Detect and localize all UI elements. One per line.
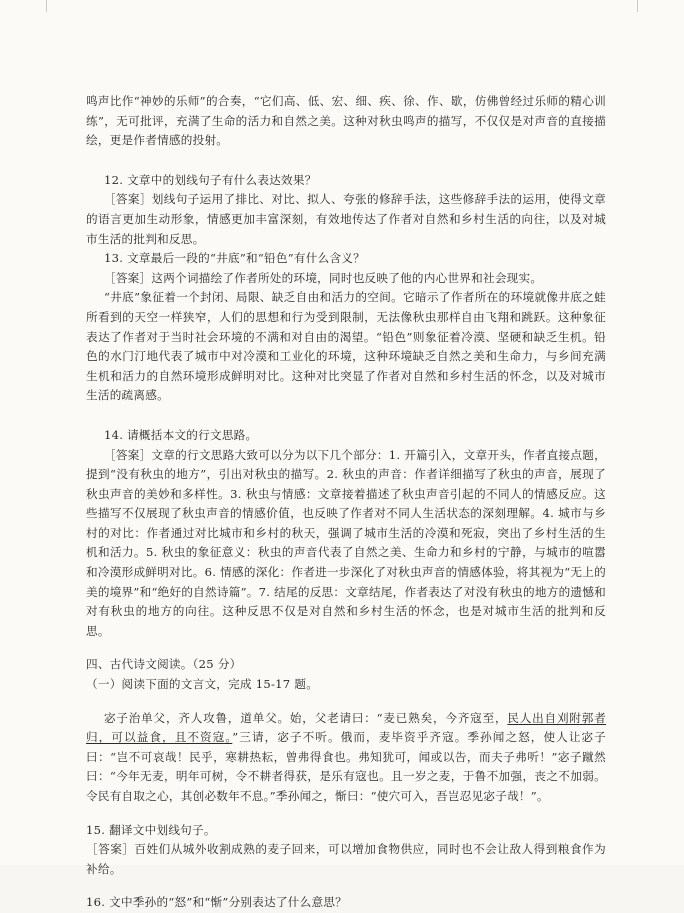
classical-text: [86, 709, 606, 807]
crop-mark: [28, 0, 47, 12]
answer-13: ［答案］这两个词描绘了作者所处的环境，同时也反映了他的内心世界和社会现实。: [103, 270, 543, 285]
classical-text-rest: ”三请，宓子不听。俄而，麦毕资乎齐寇。季孙闻之怒，使人让宓子曰：“岂不可哀哉！民乎，寒耕热耘，曾弗得食也。弗知犹可，闻或以告，而夫子弗听！”宓子蹴然曰：“今年无麦，明年可树，令不耕者得获，是乐有寇也。且一岁之麦，于鲁不加强，丧之不加弱。令民有自取之心，其创必数年不息。”季孙闻之，惭曰：“使穴可入，吾岂忍见宓子哉！”。: [86, 730, 607, 803]
question-15: 15. 翻译文中划线句子。: [86, 822, 216, 837]
crop-mark: [637, 0, 656, 12]
answer-15: ［答案］百姓们从城外收割成熟的麦子回来，可以增加食物供应，同时也不会让敌人得到粮食作为补给。: [86, 842, 606, 876]
question-12: 12. 文章中的划线句子有什么表达效果？: [103, 172, 317, 187]
section-4-heading: 四、古代诗文阅读。（25 分）: [86, 657, 242, 672]
document-body: [86, 92, 606, 913]
question-14: 14. 请概括本文的行文思路。: [103, 427, 258, 442]
answer-12: ［答案］划线句子运用了排比、对比、拟人、夸张的修辞手法，这些修辞手法的运用，使得文章的语言更加生动形象，情感更加丰富深刻，有效地传达了作者对自然和乡村生活的向往，以及对城市生活的批判和反思。: [86, 192, 606, 246]
underlined-sentence: 民人出自刈附郭者归，可以益食，且不资寇。: [86, 710, 606, 745]
question-13: 13. 文章最后一段的“井底”和“铅色”有什么含义？: [103, 251, 365, 266]
classical-text-start: 宓子治单父，齐人攻鲁，道单父。始，父老请曰：“麦已熟矣，今齐寇至，: [103, 710, 508, 725]
answer-14: ［答案］文章的行文思路大致可以分为以下几个部分：1. 开篇引入，文章开头，作者直接点题，提到“没有秋虫的地方”，引出对秋虫的描写。2. 秋虫的声音：作者详细描写了秋虫的声音，展现了秋虫声音的美妙和多样性。3. 秋虫与情感：文章接着描述了秋虫声音引起的不同人的情感反应。这些描写不仅展现了秋虫声音的情感价值，也反映了作者对不同人生活状态的深刻理解。4. 城市与乡村的对比：作者通过对比城市和乡村的秋天，强调了城市生活的冷漠和死寂，突出了乡村生活的生机和活力。5. 秋虫的象征意义：秋虫的声音代表了自然之美、生命力和乡村的宁静，与城市的喧嚣和冷漠形成鲜明对比。6. 情感的深化：作者进一步深化了对秋虫声音的情感体验，将其视为“无上的美的境界”和“绝好的自然诗篇”。7. 结尾的反思：文章结尾，作者表达了对没有秋虫的地方的遗憾和对有秋虫的地方的向往。这种反思不仅是对自然和乡村生活的怀念，也是对城市生活的批判和反思。: [86, 447, 606, 638]
answer-13-detail: “井底”象征着一个封闭、局限、缺乏自由和活力的空间。它暗示了作者所在的环境就像井底之蛙所看到的天空一样狭窄，人们的思想和行为受到限制，无法像秋虫那样自由飞翔和跳跃。这种象征表达了作者对于当时社会环境的不满和对自由的渴望。“铅色”则象征着冷漠、坚硬和缺乏生机。铅色的水门汀地代表了城市中对冷漠和工业化的环境，这种环境缺乏自然之美和生命力，与乡间充满生机和活力的自然环境形成鲜明对比。这种对比突显了作者对自然和乡村生活的怀念，以及对城市生活的疏离感。: [86, 290, 606, 403]
paragraph-intro: 鸣声比作“神妙的乐师”的合奏，“它们高、低、宏、细、疾、徐、作、歇，仿佛曾经过乐师的精心训练”，无可批评，充满了生命的活力和自然之美。这种对秋虫鸣声的描写，不仅仅是对声音的直接描绘，更是作者情感的投射。: [86, 94, 606, 148]
question-16: 16. 文中季孙的“怒”和“惭”分别表达了什么意思？: [86, 895, 348, 910]
section-4-subheading: （一）阅读下面的文言文，完成 15-17 题。: [86, 677, 319, 692]
